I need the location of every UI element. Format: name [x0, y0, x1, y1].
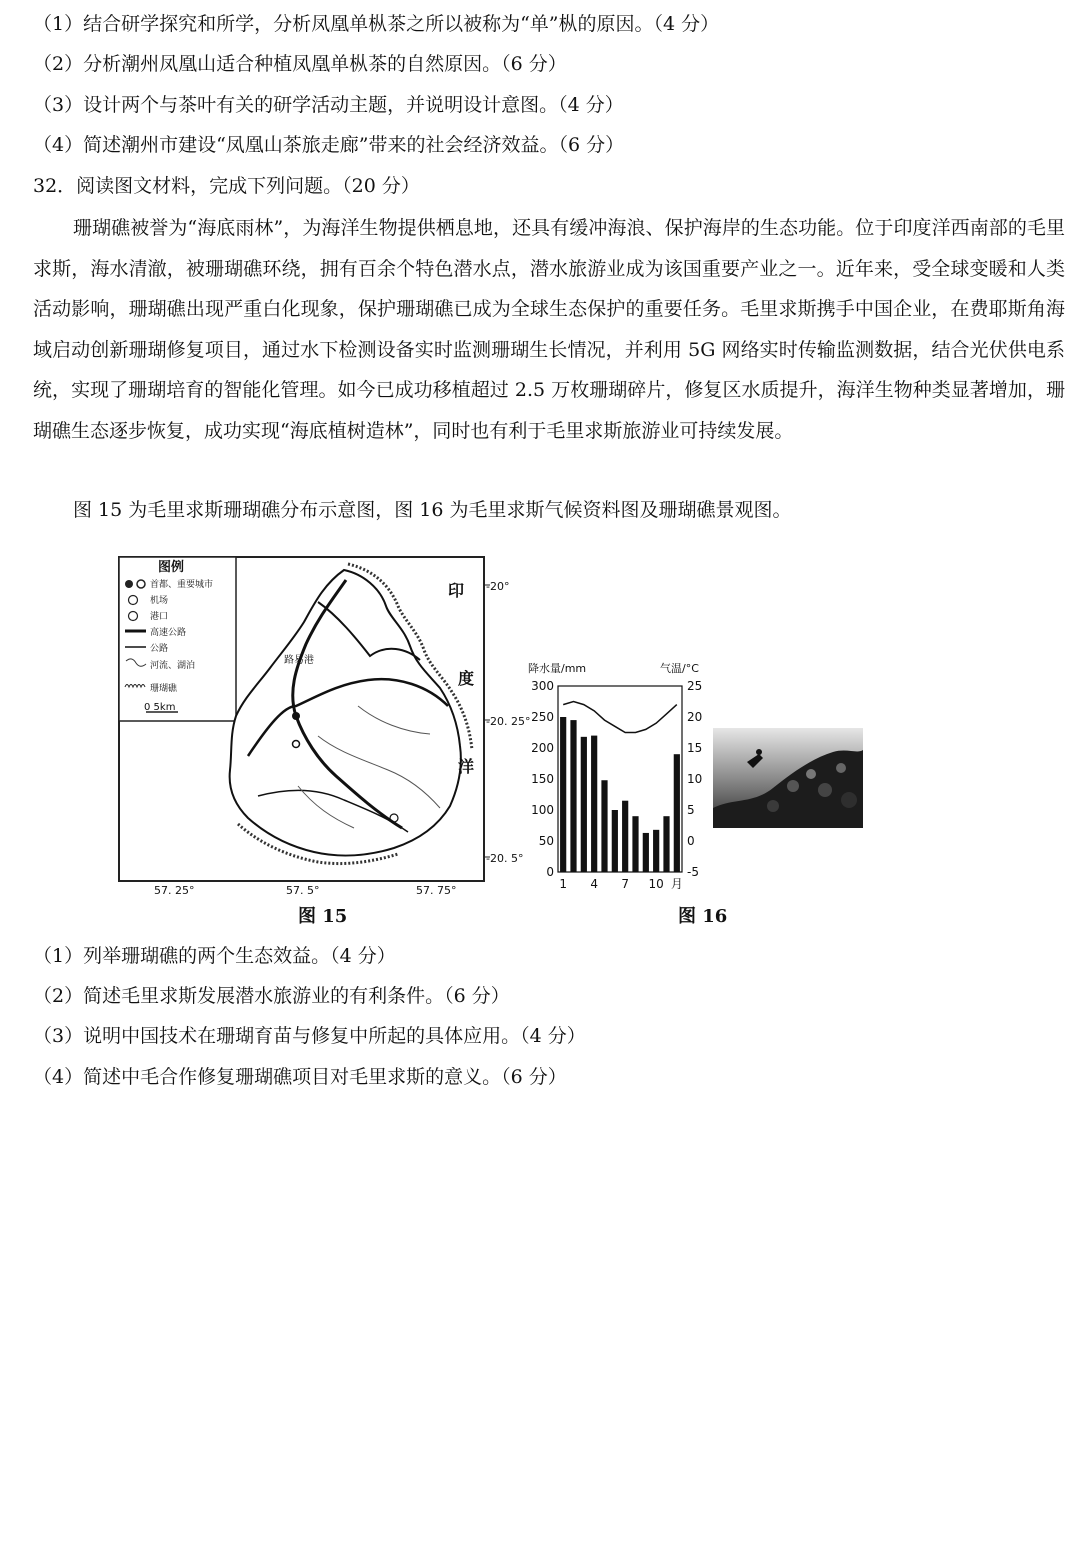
precipitation-bar [560, 717, 566, 872]
legend-item-river: 河流、湖泊 [150, 661, 196, 671]
scale-label: 0 5km [144, 702, 176, 713]
left-tick-label: 150 [531, 772, 554, 786]
x-unit-label: 月 [670, 877, 683, 891]
q32-heading: 32．阅读图文材料，完成下列问题。（20 分） [33, 175, 420, 197]
lat-label-2: -20. 25° [486, 715, 531, 728]
precipitation-bar [674, 754, 680, 872]
ocean-char-2: 度 [458, 669, 475, 688]
precipitation-bar [570, 720, 576, 872]
precipitation-bar [622, 801, 628, 872]
capital-city-icon [125, 580, 133, 588]
ocean-char-1: 印 [448, 581, 465, 600]
lat-label-1: -20° [486, 580, 510, 593]
precipitation-bar [581, 737, 587, 872]
city-label: 路易港 [284, 655, 314, 666]
lon-label-3: 57. 75° [416, 884, 457, 896]
port-louis-capital-icon [292, 712, 300, 720]
x-tick-label: 4 [590, 877, 598, 891]
left-tick-label: 200 [531, 741, 554, 755]
legend-item-highway: 高速公路 [150, 628, 187, 638]
ylabel-right: 气温/°C [660, 662, 699, 675]
left-tick-label: 50 [538, 834, 554, 848]
left-tick-label: 250 [531, 710, 554, 724]
right-tick-label: 15 [687, 741, 703, 755]
legend-item-road: 公路 [150, 644, 169, 654]
q32-question-1: （1）列举珊瑚礁的两个生态效益。（4 分） [33, 945, 396, 967]
lon-label-2: 57. 5° [286, 884, 320, 896]
legend-title: 图例 [158, 560, 185, 575]
right-tick-label: 10 [687, 772, 703, 786]
right-tick-label: 5 [687, 803, 695, 817]
lon-label-1: 57. 25° [154, 884, 195, 896]
legend-item-port: 港口 [150, 612, 169, 622]
temperature-line [563, 702, 677, 733]
precipitation-bar [632, 816, 638, 872]
right-tick-label: 20 [687, 710, 703, 724]
ylabel-left: 降水量/mm [528, 662, 587, 675]
right-tick-label: 25 [687, 679, 703, 693]
legend-item-airport: 机场 [150, 596, 169, 606]
left-tick-label: 300 [531, 679, 554, 693]
q32-question-4: （4）简述中毛合作修复珊瑚礁项目对毛里求斯的意义。（6 分） [33, 1066, 567, 1088]
prev-question-4: （4）简述潮州市建设“凤凰山茶旅走廊”带来的社会经济效益。（6 分） [33, 134, 625, 156]
right-tick-label: 0 [687, 834, 695, 848]
x-tick-label: 1 [559, 877, 567, 891]
climate-chart-figure-16 [520, 658, 720, 894]
x-tick-label: 7 [621, 877, 629, 891]
coral-reef-photo [713, 728, 863, 828]
figure-15-caption: 图 15 [298, 906, 348, 927]
right-tick-label: -5 [687, 865, 699, 879]
precipitation-bar [663, 816, 669, 872]
precipitation-bar [601, 780, 607, 872]
precipitation-bar [591, 736, 597, 872]
q32-question-2: （2）简述毛里求斯发展潜水旅游业的有利条件。（6 分） [33, 985, 510, 1007]
left-tick-label: 100 [531, 803, 554, 817]
lat-label-3: -20. 5° [486, 852, 524, 865]
precipitation-bar [612, 810, 618, 872]
prev-question-1: （1）结合研学探究和所学，分析凤凰单枞茶之所以被称为“单”枞的原因。（4 分） [33, 13, 720, 35]
left-tick-label: 0 [546, 865, 554, 879]
q32-paragraph: 珊瑚礁被誉为“海底雨林”，为海洋生物提供栖息地，还具有缓冲海浪、保护海岸的生态功能。位于印度洋西南部的毛里求斯，海水清澈，被珊瑚礁环绕，拥有百余个特色潜水点，潜水旅游业成为该国重要产业之一。近年来，受全球变暖和人类活动影响，珊瑚礁出现严重白化现象，保护珊瑚礁已成为全球生态保护的重要任务。毛里求斯携手中国企业，在费耶斯角海域启动创新珊瑚修复项目，通过水下检测设备实时监测珊瑚生长情况，并利用 5G 网络实时传输监测数据，结合光伏供电系统，实现了珊瑚培育的智能化管理。如今已成功移植超过 2.5 万枚珊瑚碎片，修复区水质提升，海洋生物种类显著增加，珊瑚礁生态逐步恢复，成功实现“海底植树造林”，同时也有利于毛里求斯旅游业可持续发展。 [33, 217, 1065, 442]
q32-question-3: （3）说明中国技术在珊瑚育苗与修复中所起的具体应用。（4 分） [33, 1025, 586, 1047]
legend-item-city: 首都、重要城市 [150, 580, 214, 590]
ocean-char-3: 洋 [458, 757, 475, 776]
legend-item-coral: 珊瑚礁 [150, 684, 178, 694]
prev-question-3: （3）设计两个与茶叶有关的研学活动主题，并说明设计意图。（4 分） [33, 94, 624, 116]
q32-figure-intro: 图 15 为毛里求斯珊瑚礁分布示意图，图 16 为毛里求斯气候资料图及珊瑚礁景观图。 [73, 499, 792, 521]
prev-question-2: （2）分析潮州凤凰山适合种植凤凰单枞茶的自然原因。（6 分） [33, 53, 567, 75]
map-figure-15 [118, 556, 538, 896]
x-tick-label: 10 [648, 877, 664, 891]
precipitation-bar [643, 833, 649, 872]
precipitation-bar [653, 830, 659, 872]
figure-16-caption: 图 16 [678, 906, 728, 927]
